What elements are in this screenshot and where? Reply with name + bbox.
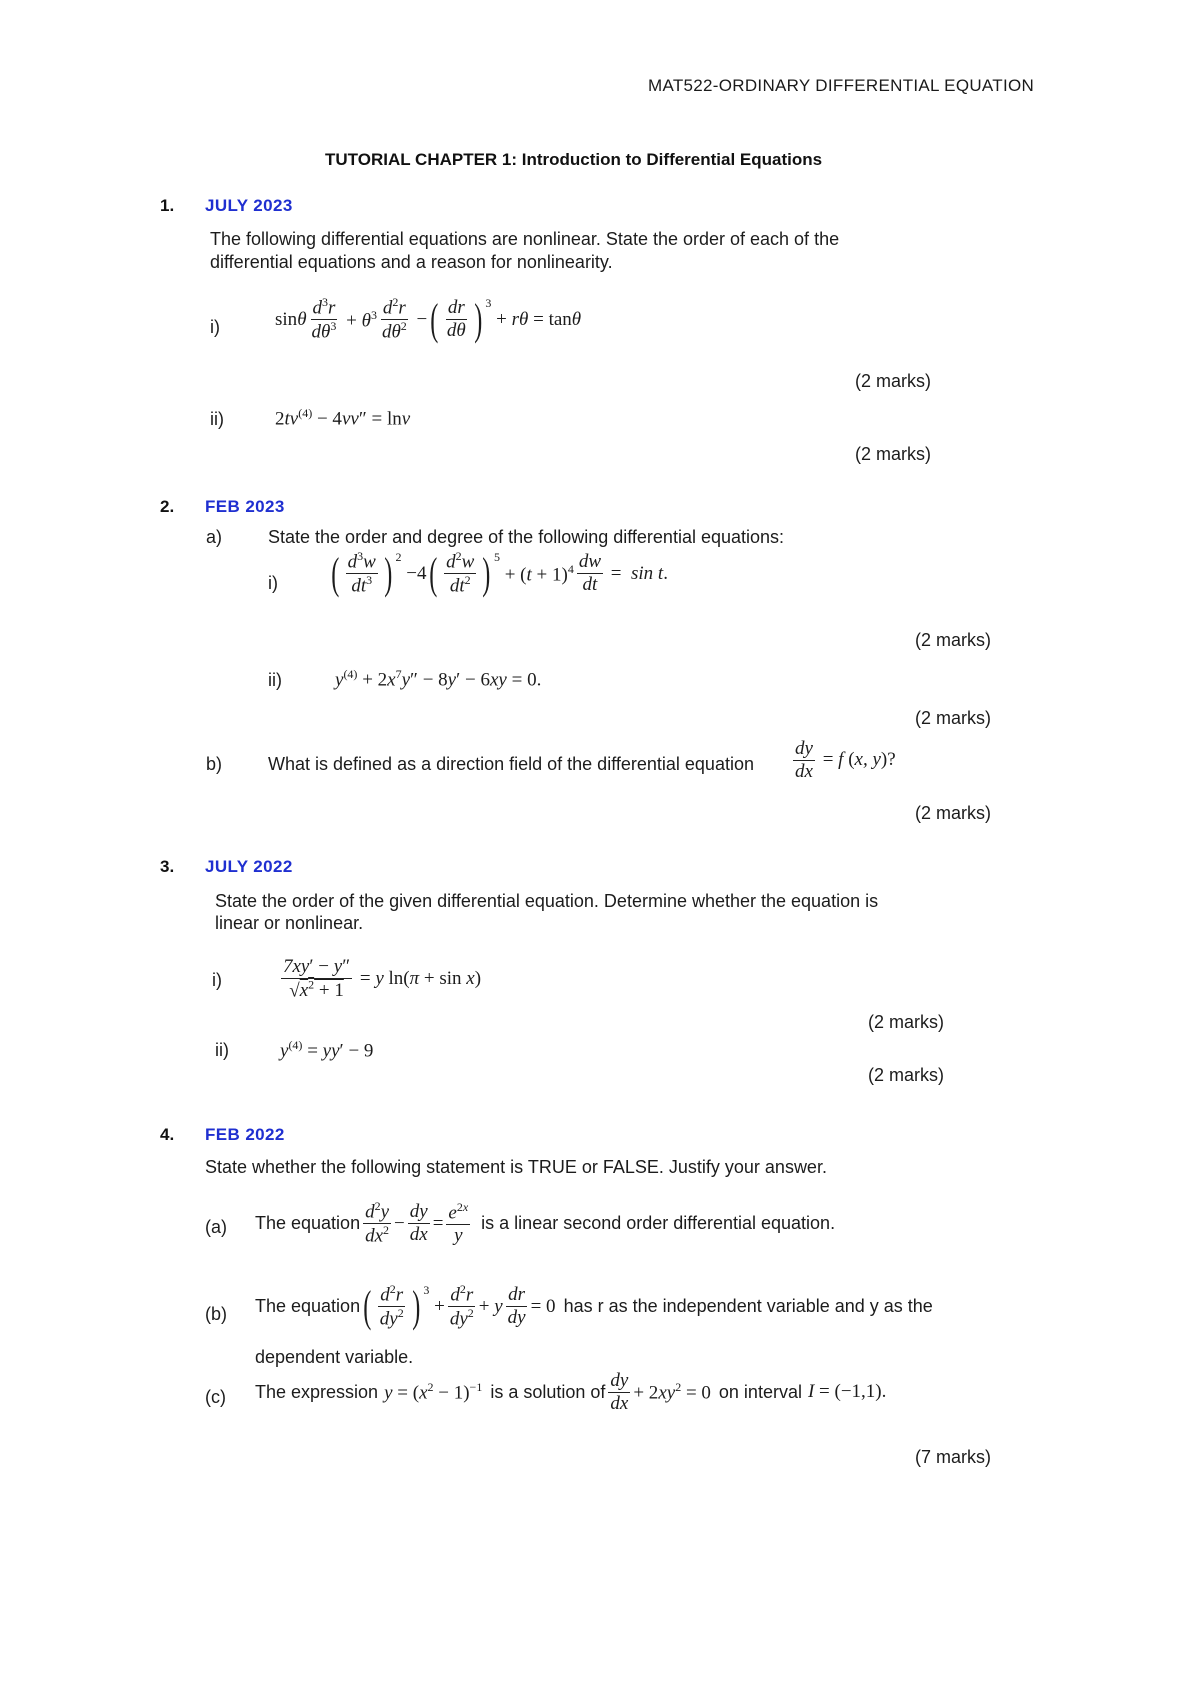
q4-b-label: (b) [205,1304,227,1324]
q2-b-text: What is defined as a direction field of the differential equation [268,754,754,774]
q2-ii-marks: (2 marks) [915,708,991,728]
q2-session: FEB 2023 [205,497,285,516]
q1-i-marks: (2 marks) [855,371,931,391]
q3-i-equation: $\frac{7xy' - y''}{√x^2 + 1}$ = y ln(π + sin x) [283,956,482,1002]
q4-c-pre: The expression [255,1381,379,1402]
q1-instruction-line1: The following differential equations are nonlinear. State the order of each of the [210,229,840,249]
q1-session: JULY 2023 [205,196,293,215]
q4-b-line2: dependent variable. [255,1347,414,1367]
q2-i-marks: (2 marks) [915,630,991,650]
q1-ii-equation: $2tv^{(4)} - 4vv'' = \ln v$ [275,406,411,430]
q3-number: 3. [160,857,175,876]
q4-b-equation: ( $\frac{d^2r}{dy^2}$ ) $^3$ + $\frac{d^2r}{dy^2}$ + y $\frac{dr}{dy}$ = 0 [363,1281,556,1331]
q3-i-label: i) [212,970,222,990]
q4-a-post: is a linear second order differential equation. [481,1213,836,1234]
q1-instruction-line2: differential equations and a reason for nonlinearity. [210,252,613,272]
q4-a-pre: The equation [255,1213,361,1234]
q2-b-label: b) [206,754,223,774]
q4-c-interval: I = (−1,1). [807,1381,887,1403]
q4-session: FEB 2022 [205,1125,285,1144]
q4-instruction: State whether the following statement is TRUE or FALSE. Justify your answer. [205,1157,827,1177]
q2-ii-equation: $y^{(4)} + 2x^7y'' - 8y' - 6xy = 0$. [335,667,542,691]
q4-c-equation: $\frac{dy}{dx}$ + $2xy^2 = 0$ [610,1370,711,1414]
q3-ii-label: ii) [215,1040,229,1060]
q4-c-expression: $y = (x^2 - 1)^{-1}$ [384,1380,483,1404]
q4-c-post: on interval [718,1381,802,1402]
q2-ii-label: ii) [268,670,282,690]
q4-b-line [255,1283,933,1330]
q4-b-post: has r as the independent variable and y as the [563,1296,933,1317]
q3-i-marks: (2 marks) [868,1012,944,1032]
q3-session: JULY 2022 [205,857,293,876]
q1-i-equation: sinθ $\frac{d^3r}{d\theta^3}$ + $\theta^3$ $\frac{d^2r}{d\theta^2}$ − ( $\frac{dr}{d\theta}$ ) $^3$ + rθ = tanθ [275,294,582,344]
q4-a-label: (a) [205,1217,227,1237]
q1-i-label: i) [210,317,220,337]
q4-marks: (7 marks) [915,1447,991,1467]
q2-i-label: i) [268,573,278,593]
q2-a-label: a) [206,527,223,547]
q4-number: 4. [160,1125,175,1144]
q2-number: 2. [160,497,175,516]
q1-ii-label: ii) [210,409,224,429]
q2-b-marks: (2 marks) [915,803,991,823]
q3-ii-marks: (2 marks) [868,1065,944,1085]
q4-c-line [255,1370,886,1415]
q1-number: 1. [160,196,175,215]
q4-b-pre: The equation [255,1296,361,1317]
q4-a-equation: $\frac{d^2y}{dx^2}$ − $\frac{dy}{dx}$ = $\frac{e^{2x}}{y}$ [365,1199,469,1247]
course-header: MAT522-ORDINARY DIFFERENTIAL EQUATION [648,76,1035,95]
q3-instruction-line2: linear or nonlinear. [215,913,364,933]
q4-c-label: (c) [205,1387,226,1407]
q4-c-mid: is a solution of [490,1381,606,1402]
q4-a-line [255,1200,835,1247]
q3-ii-equation: $y^{(4)} = yy' - 9$ [280,1038,374,1062]
q2-i-equation: ( $\frac{d^3w}{dt^3}$ ) $^2$ −4 ( $\frac{d^2w}{dt^2}$ ) $^5$ + $(t + 1)^4$ $\frac{dw}{dt}$ = sin t. [331,548,668,598]
page-title: TUTORIAL CHAPTER 1: Introduction to Differential Equations [325,150,823,169]
q2-b-equation: $\frac{dy}{dx}$ = f (x, y)? [795,738,896,782]
q1-ii-marks: (2 marks) [855,444,931,464]
q3-instruction-line1: State the order of the given differential equation. Determine whether the equation is [215,891,879,911]
q2-a-text: State the order and degree of the following differential equations: [268,527,785,547]
